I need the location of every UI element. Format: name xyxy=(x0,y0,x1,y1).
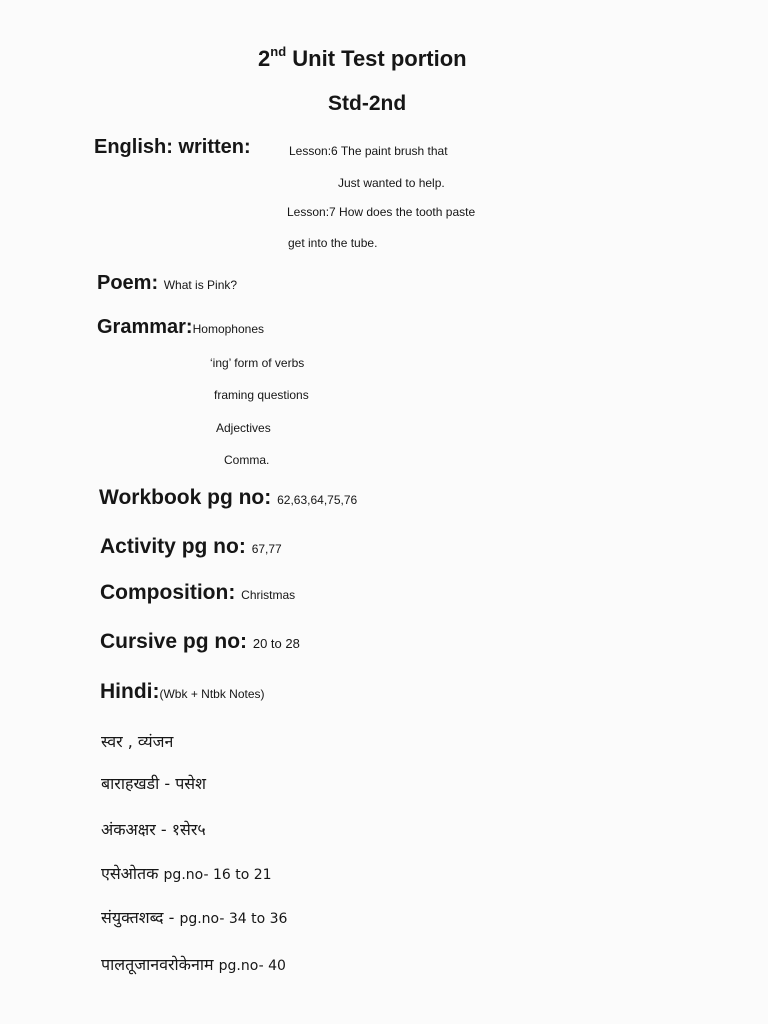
cursive-value: 20 to 28 xyxy=(252,636,300,651)
hindi-note: (Wbk + Ntbk Notes) xyxy=(159,687,265,701)
grammar-item-3: framing questions xyxy=(214,388,309,402)
workbook-row xyxy=(99,486,357,510)
workbook-value: 62,63,64,75,76 xyxy=(277,493,358,507)
composition-label: Composition: xyxy=(100,581,236,604)
grammar-row xyxy=(97,316,264,339)
grammar-label: Grammar: xyxy=(97,316,193,338)
cursive-label: Cursive pg no: xyxy=(100,630,248,653)
hindi-item-2: बाराहखडी - पसेश xyxy=(101,774,206,793)
english-line-3: Lesson:7 How does the tooth paste xyxy=(287,205,476,219)
english-line-2: Just wanted to help. xyxy=(338,176,445,190)
hindi-item-1: स्वर , व्यंजन xyxy=(101,732,174,751)
cursive-row xyxy=(100,630,300,654)
grammar-item-1: Homophones xyxy=(192,322,264,336)
poem-row xyxy=(97,272,237,295)
poem-label: Poem: xyxy=(97,272,159,294)
english-label: English: written: xyxy=(94,136,251,158)
page-title: 2nd Unit Test portion xyxy=(258,44,467,71)
composition-value: Christmas xyxy=(241,588,296,602)
english-line-4: get into the tube. xyxy=(288,236,378,250)
activity-value: 67,77 xyxy=(251,542,282,556)
english-line-1: Lesson:6 The paint brush that xyxy=(289,144,448,158)
activity-label: Activity pg no: xyxy=(100,535,246,558)
hindi-item-4: एसेओतक pg.no- 16 to 21 xyxy=(101,864,272,883)
hindi-item-5: संयुक्तशब्द - pg.no- 34 to 36 xyxy=(101,908,288,927)
composition-row xyxy=(100,581,295,605)
hindi-row xyxy=(100,680,265,704)
workbook-label: Workbook pg no: xyxy=(99,486,272,509)
grammar-item-4: Adjectives xyxy=(216,421,271,435)
hindi-item-3: अंकअक्षर - १सेर५ xyxy=(101,820,206,839)
grammar-item-2: ‘ing’ form of verbs xyxy=(210,356,305,370)
grammar-item-5: Comma. xyxy=(224,453,270,467)
activity-row xyxy=(100,535,282,559)
poem-value: What is Pink? xyxy=(163,278,238,292)
standard-heading: Std-2nd xyxy=(328,92,407,115)
hindi-item-6: पालतूजानवरोकेनाम pg.no- 40 xyxy=(101,955,286,974)
hindi-label: Hindi: xyxy=(100,680,160,703)
